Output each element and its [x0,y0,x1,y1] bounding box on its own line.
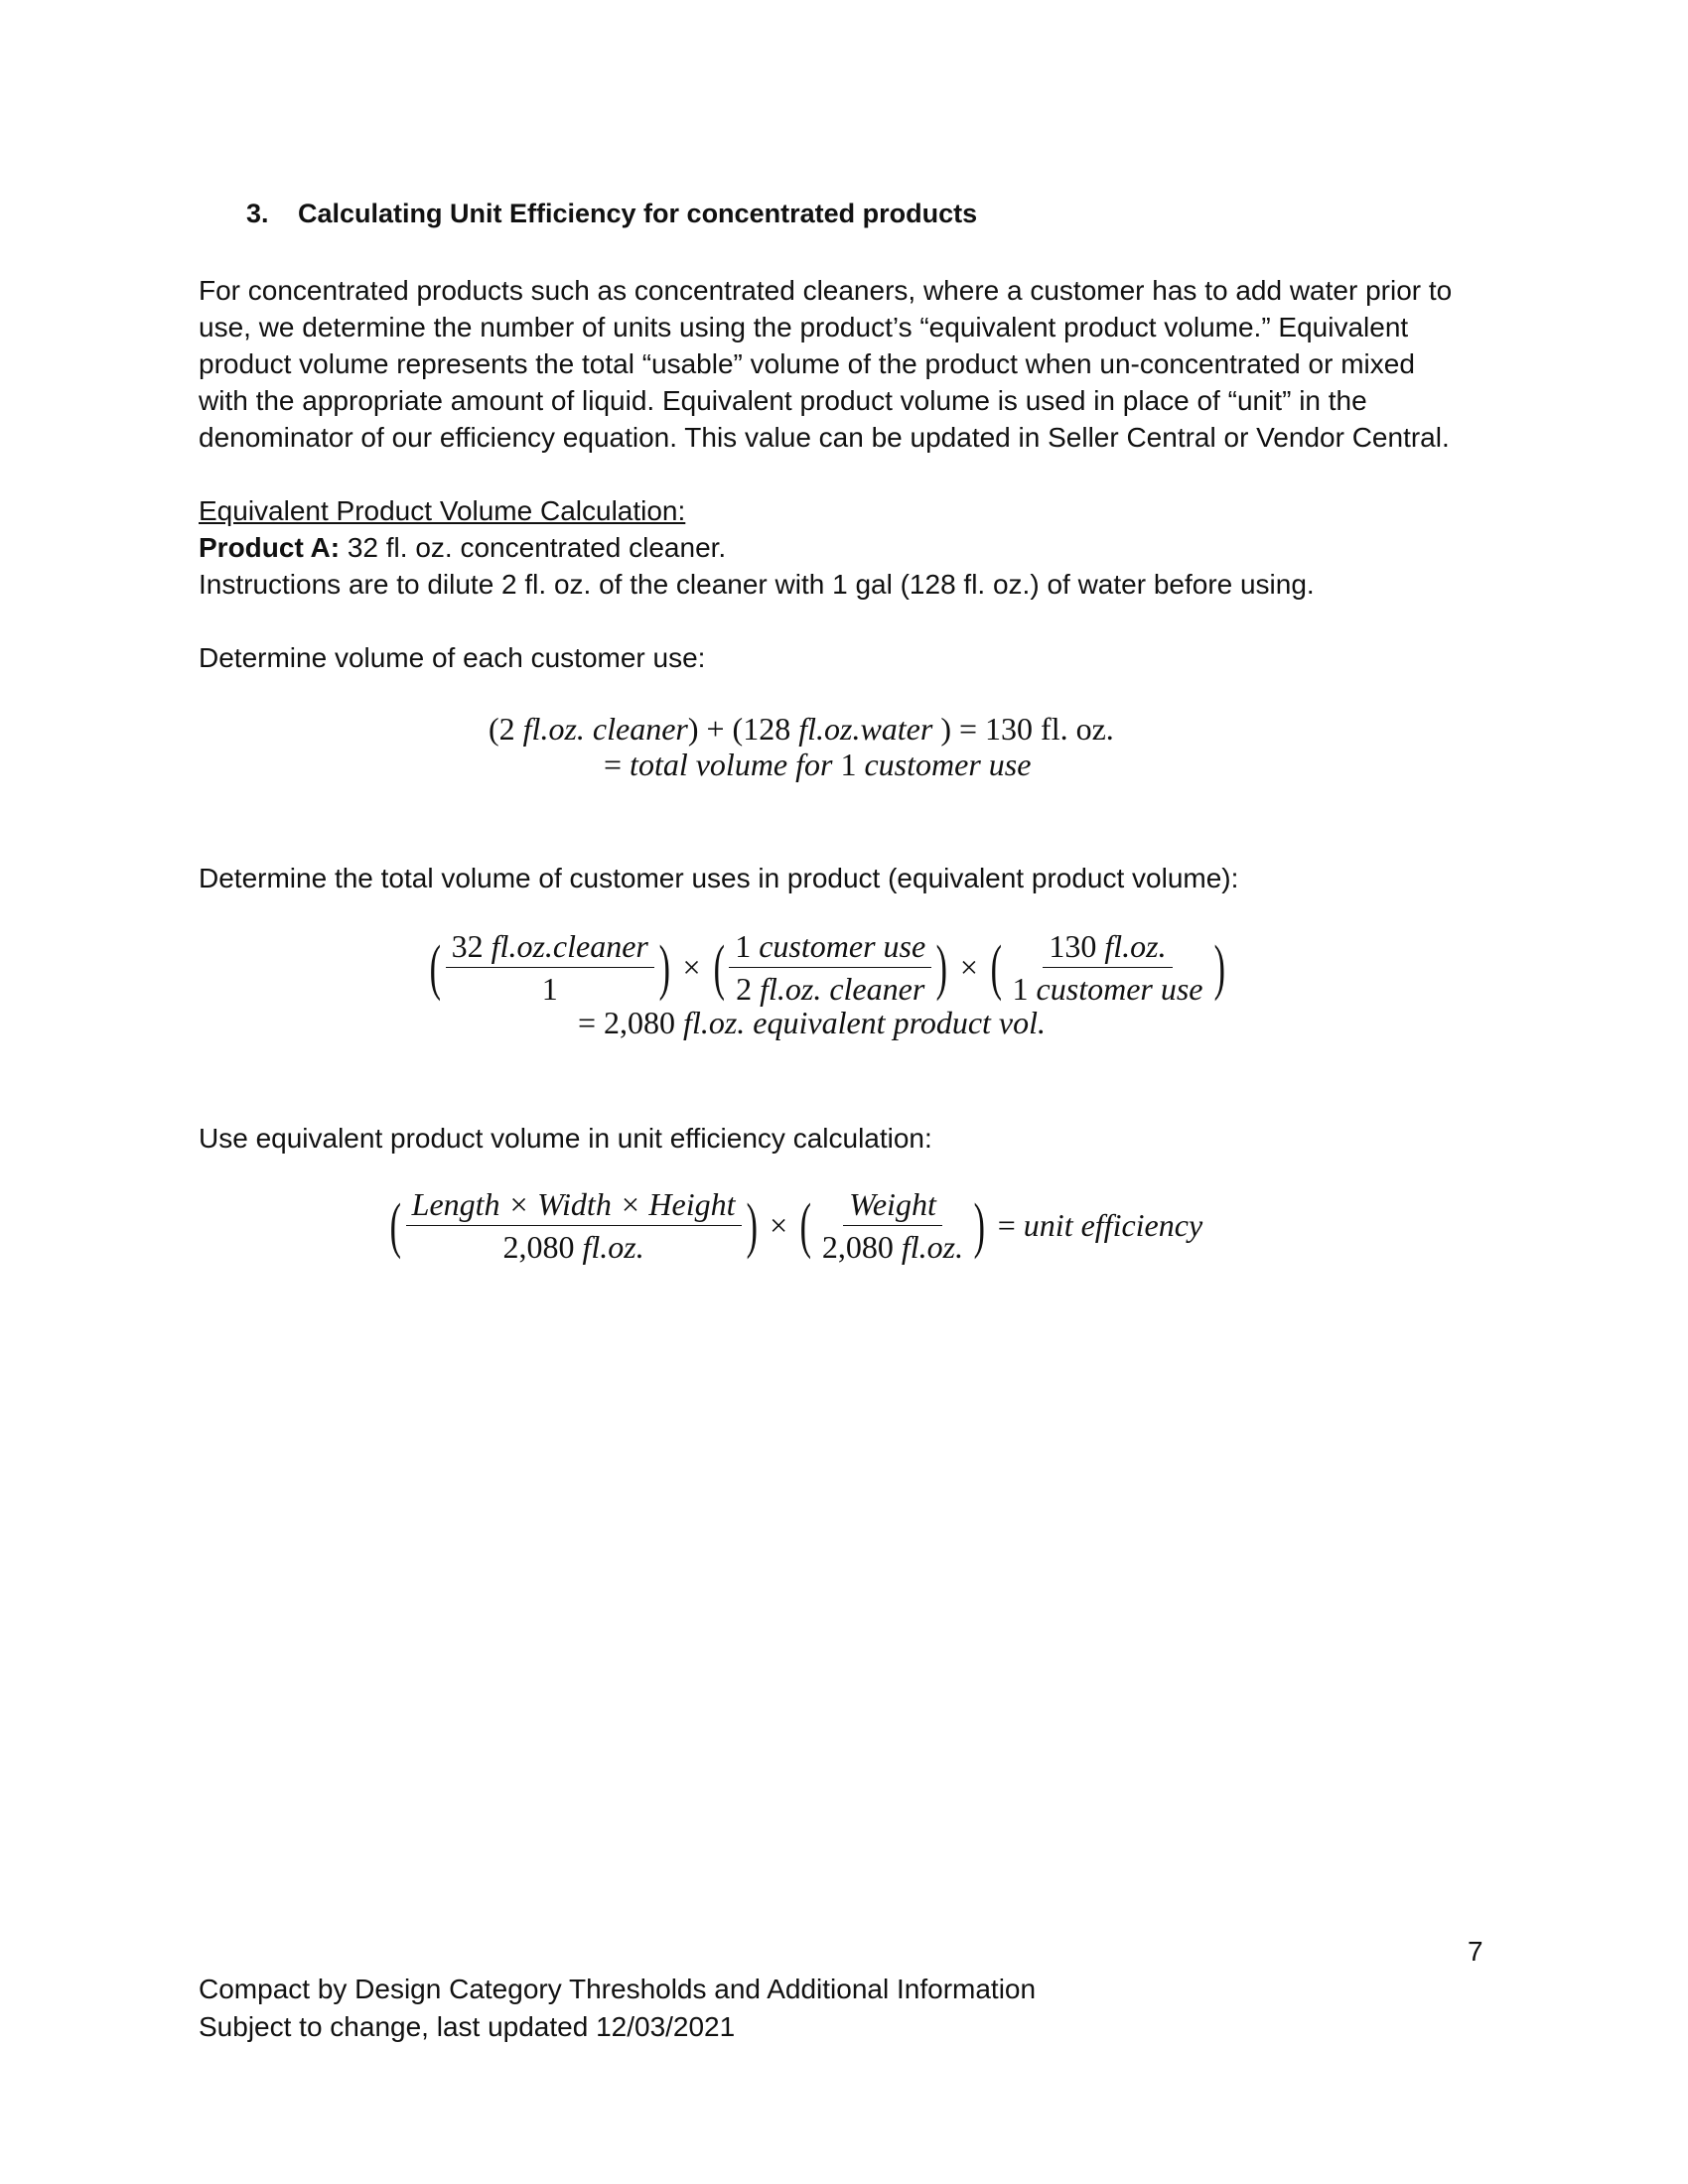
equation-equivalent-volume [425,927,1229,1008]
section-title: Calculating Unit Efficiency for concentrated products [298,199,978,228]
fraction-volume-per-use: $\frac{130 fl.oz.}{\text{1 customer use}}$ [1012,928,1203,1007]
equation-customer-use-line2 [604,747,1031,783]
eq-var: total volume for [630,747,833,782]
eq-text: ) + (128 [687,711,799,747]
intro-line: product volume represents the total “usable” volume of the product when un-concentrated or mixed [199,348,1415,379]
eq-var: customer use [864,747,1032,782]
section-heading [246,199,977,229]
right-paren: ) [973,1191,986,1260]
instructions-line: Instructions are to dilute 2 fl. oz. of the cleaner with 1 gal (128 fl. oz.) of water before using. [199,569,1315,600]
times-symbol: × [682,949,701,985]
equation-equivalent-volume-result [578,1005,1046,1041]
step1-label: Determine volume of each customer use: [199,642,706,673]
left-paren: ( [429,933,442,1002]
intro-line: denominator of our efficiency equation. This value can be updated in Seller Central or Vendor Central. [199,422,1450,453]
right-paren: ) [1213,933,1225,1002]
left-paren: ( [990,933,1002,1002]
intro-line: with the appropriate amount of liquid. Equivalent product volume is used in place of “unit” in the [199,385,1367,416]
left-paren: ( [389,1191,402,1260]
equation-customer-use-line1 [489,711,1114,748]
fraction-weight: $\frac{\text{Weight}}{2,080 fl.oz.}$ [821,1186,964,1265]
section-number: 3. [246,199,269,228]
example-block [199,492,1489,603]
fraction-uses-per-cleaner: $\frac{\text{1 customer use}}{\text{2 fl.oz. cleaner}}$ [729,927,931,1008]
product-label: Product A: [199,532,341,563]
example-subheading: Equivalent Product Volume Calculation: [199,495,686,526]
footer-update-note: Subject to change, last updated 12/03/2021 [199,2011,736,2042]
footer-title: Compact by Design Category Thresholds and Additional Information [199,1974,1037,2004]
eq-var: fl.oz. equivalent product vol. [683,1005,1047,1040]
right-paren: ) [935,933,948,1002]
result-term: unit efficiency [1023,1207,1203,1243]
step3-label: Use equivalent product volume in unit efficiency calculation: [199,1123,932,1154]
equation-unit-efficiency [385,1185,1202,1266]
eq-text: = [604,747,631,782]
product-text: 32 fl. oz. concentrated cleaner. [340,532,727,563]
left-paren: ( [713,933,725,1002]
intro-line: For concentrated products such as concentrated cleaners, where a customer has to add water prior to [199,275,1453,306]
eq-var: fl.oz. cleaner [522,711,688,747]
eq-text: 1 [832,747,865,782]
eq-text: = 2,080 [578,1005,684,1040]
eq-text: ) = 130 fl. oz. [932,711,1114,747]
eq-text: (2 [489,711,523,747]
fraction-cleaner-volume: $\frac{\text{32 fl.oz.cleaner}}{1}$ [446,927,654,1008]
right-paren: ) [658,933,670,1002]
equals-symbol: = [997,1207,1016,1243]
left-paren: ( [799,1191,812,1260]
fraction-dimensions: $\frac{\text{Length × Width × Height}}{2,080 fl.oz.}$ [406,1185,742,1266]
intro-line: use, we determine the number of units using the product’s “equivalent product volume.” Equivalent [199,312,1409,342]
intro-paragraph [199,272,1489,456]
right-paren: ) [746,1191,758,1260]
times-symbol: × [959,949,978,985]
footer [199,1971,1036,2046]
page-number: 7 [1468,1936,1483,1967]
eq-var: fl.oz.water [798,711,933,747]
step2-label: Determine the total volume of customer uses in product (equivalent product volume): [199,863,1239,893]
times-symbol: × [770,1207,788,1243]
product-line [199,529,1489,566]
